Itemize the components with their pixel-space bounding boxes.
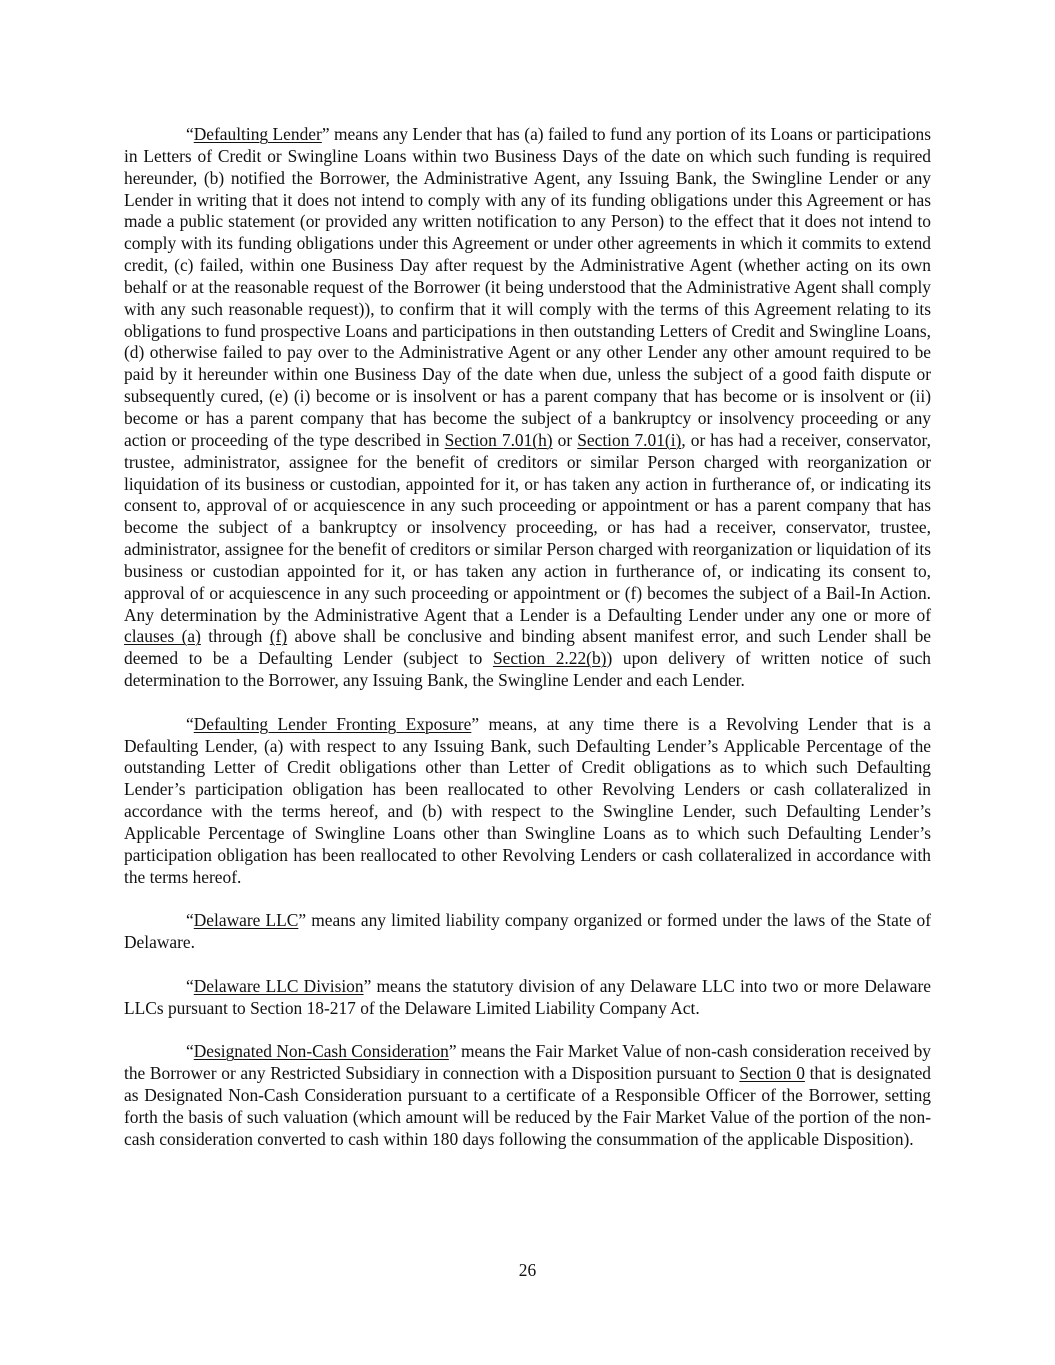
definition-delaware-llc	[124, 910, 931, 954]
definition-text: through	[200, 626, 270, 647]
defined-term-fronting-exposure: Defaulting Lender Fronting Exposure	[193, 713, 472, 734]
open-quote: “	[186, 713, 194, 734]
defined-term-delaware-llc: Delaware LLC	[193, 910, 299, 931]
section-reference: Section 7.01(i)	[577, 429, 682, 450]
defined-term-defaulting-lender: Defaulting Lender	[193, 124, 322, 144]
defined-term-delaware-llc-division: Delaware LLC Division	[193, 975, 364, 996]
definition-text: ” means, at any time there is a Revolving Lender that is a Defaulting Lender, (a) with respect to any Issuing Bank, such Defaulting Lender’s Applicable Percentage of the outstanding Letter of Credit obligations other than Letter of Credit obligations as to which such Defaulting Lender’s participation obligation has been reallocated to other Revolving Lenders or cash collateralized in accordance with the terms hereof, and (b) with respect to the Swingline Lender, such Defaulting Lender’s Applicable Percentage of Swingline Loans other than Swingline Loans as to which such Defaulting Lender’s participation obligation has been reallocated to other Revolving Lenders or cash collateralized in accordance with the terms hereof.	[124, 713, 932, 887]
definitions-body	[124, 124, 931, 1151]
definition-text: above shall be conclusive and binding absent manifest error, and such Lender shall be deemed to be a Defaulting Lender (subject to	[124, 626, 932, 669]
page-number: 26	[518, 1260, 537, 1280]
definition-delaware-llc-division	[124, 976, 931, 1020]
open-quote: “	[186, 1041, 194, 1062]
definition-text: ” means any limited liability company organized or formed under the laws of the State of Delaware.	[124, 910, 931, 953]
section-reference: Section 0	[739, 1063, 805, 1084]
clause-reference: clauses (a)	[124, 626, 201, 647]
clause-reference: (f)	[269, 626, 288, 647]
open-quote: “	[186, 124, 194, 144]
definition-text: that is designated as Designated Non-Cash Consideration pursuant to a certificate of a Responsible Officer of the Borrower, setting forth the basis of such valuation (which amount will be reduced by the Fair Market Value of the portion of the non-cash consideration converted to cash within 180 days following the consummation of the applicable Disposition).	[124, 1063, 931, 1149]
definition-text: ” means any Lender that has (a) failed to fund any portion of its Loans or participations in Letters of Credit or Swingline Loans within two Business Days of the date on which such funding is required hereunder, (b) notified the Borrower, the Administrative Agent, any Issuing Bank, the Swingline Lender or any Lender in writing that it does not intend to comply with any of its funding obligations under this Agreement or has made a public statement (or provided any written notification to any Person) to the effect that it does not intend to comply with its funding obligations under this Agreement or under other agreements in which it commits to extend credit, (c) failed, within one Business Day after request by the Administrative Agent (whether acting on its own behalf or at the reasonable request of the Borrower (it being understood that the Administrative Agent shall comply with any such reasonable request)), to confirm that it will comply with the terms of this Agreement relating to its obligations to fund prospective Loans and participations in then outstanding Letters of Credit and Swingline Loans, (d) otherwise failed to pay over to the Administrative Agent or any other Lender any other amount required to be paid by it hereunder within one Business Day of the date when due, unless the subject of a good faith dispute or subsequently cured, (e) (i) become or is insolvent or has a parent company that has become or is insolvent or (ii) become or has a parent company that has become the subject of a bankruptcy or insolvency proceeding or any action or proceeding of the type described in	[124, 124, 931, 450]
definition-text: , or has had a receiver, conservator, trustee, administrator, assignee for the benefit of creditors or similar Person charged with reorganization or liquidation of its business or custodian, appointed for it, or has taken any action in furtherance of, or indicating its consent to, approval of or acquiescence in any such proceeding or appointment or has a parent company that has become the subject of a bankruptcy or insolvency proceeding, or has had a receiver, conservator, trustee, administrator, assignee for the benefit of creditors or similar Person charged with reorganization or liquidation of its business or custodian appointed for it, or has taken any action in furtherance of, or indicating its consent to, approval of or acquiescence in any such proceeding or appointment or (f) becomes the subject of a Bail-In Action. Any determination by the Administrative Agent that a Lender is a Defaulting Lender under any one or more of	[124, 429, 932, 625]
definition-designated-non-cash-consideration	[124, 1041, 931, 1150]
defined-term-designated-non-cash: Designated Non-Cash Consideration	[193, 1041, 449, 1062]
definition-text: ” means the statutory division of any Delaware LLC into two or more Delaware LLCs pursuant to Section 18-217 of the Delaware Limited Liability Company Act.	[124, 975, 931, 1018]
section-reference: Section 2.22(b)	[492, 648, 607, 669]
definition-text: ” means the Fair Market Value of non-cash consideration received by the Borrower or any Restricted Subsidiary in connection with a Disposition pursuant to	[124, 1041, 931, 1084]
open-quote: “	[186, 910, 194, 931]
definition-text: or	[552, 429, 578, 450]
open-quote: “	[186, 975, 194, 996]
definition-defaulting-lender	[124, 124, 931, 692]
definition-text: ) upon delivery of written notice of such determination to the Borrower, any Issuing Bank, the Swingline Lender and each Lender.	[124, 648, 931, 691]
definition-defaulting-lender-fronting-exposure	[124, 714, 931, 889]
section-reference: Section 7.01(h)	[444, 429, 553, 450]
